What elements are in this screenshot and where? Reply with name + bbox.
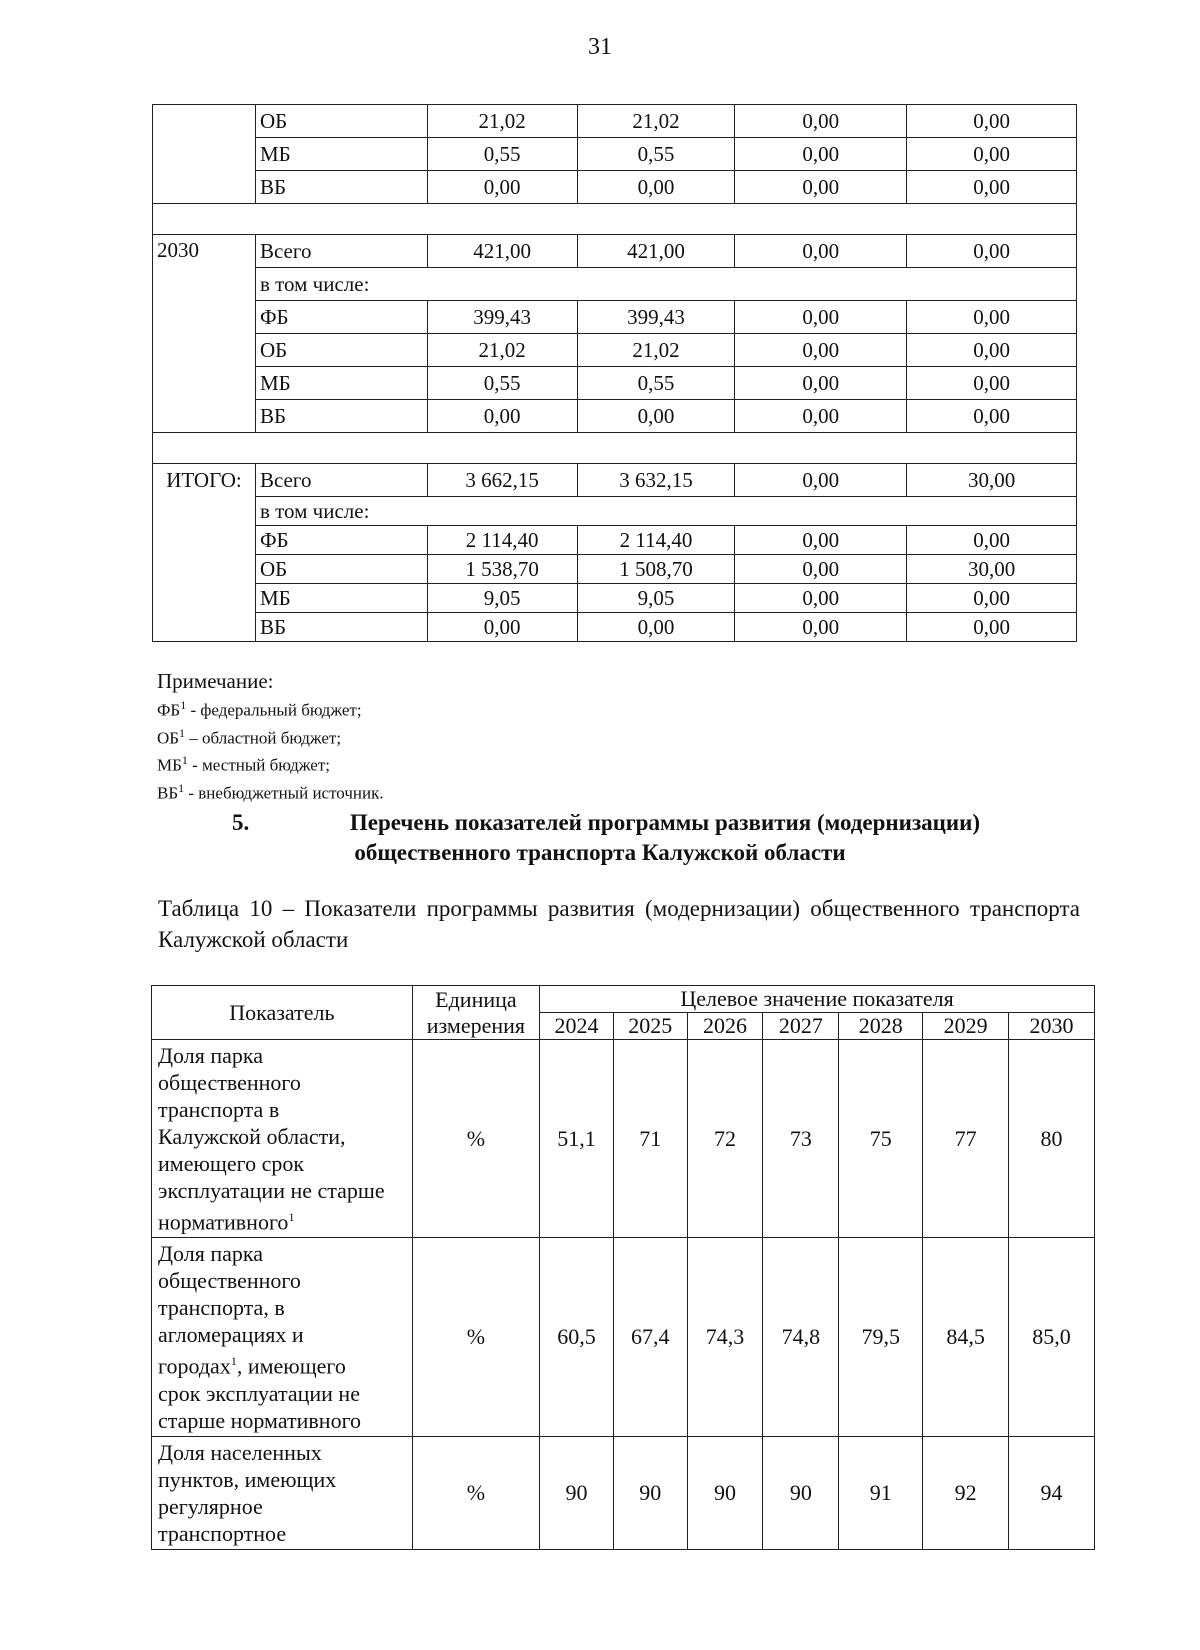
note-item: $ФБ^1$ - федеральный бюджет; bbox=[157, 698, 362, 720]
table-row: ОБ 21,02 21,02 0,00 0,00 bbox=[153, 334, 1077, 367]
header-year: 2024 bbox=[540, 1013, 614, 1040]
spacer-row bbox=[153, 204, 1077, 235]
header-row bbox=[152, 986, 1095, 1013]
note-item: $МБ^1$ - местный бюджет; bbox=[157, 753, 330, 775]
table-row: ИТОГО: Всего 3 662,15 3 632,15 0,00 30,00 bbox=[153, 464, 1077, 497]
header-year: 2028 bbox=[839, 1013, 923, 1040]
header-target: Целевое значение показателя bbox=[540, 986, 1095, 1013]
unit-cell: % bbox=[412, 1436, 539, 1549]
table-row: Доля парка общественного транспорта, в агломерациях и городах$^1$, имеющего срок эксплуатации не старше нормативного % 60,5 67,4 74,3 74,8 79,5 84,5 85,0 bbox=[152, 1238, 1095, 1436]
spacer-row bbox=[153, 433, 1077, 464]
indicator-name: Доля парка общественного транспорта, в агломерациях и городах$^1$, имеющего срок эксплуатации не старше нормативного bbox=[152, 1238, 413, 1436]
table-row: ВБ 0,00 0,00 0,00 0,00 bbox=[153, 171, 1077, 204]
table-row: ВБ 0,00 0,00 0,00 0,00 bbox=[153, 613, 1077, 642]
table-row: ВБ 0,00 0,00 0,00 0,00 bbox=[153, 400, 1077, 433]
table-row: ФБ 2 114,40 2 114,40 0,00 0,00 bbox=[153, 526, 1077, 555]
section-number: 5. bbox=[232, 810, 250, 835]
table-row: ФБ 399,43 399,43 0,00 0,00 bbox=[153, 301, 1077, 334]
header-unit: Единица измерения bbox=[412, 986, 539, 1040]
section-title-line1: Перечень показателей программы развития (модернизации) bbox=[349, 810, 981, 835]
table-row: МБ 0,55 0,55 0,00 0,00 bbox=[153, 367, 1077, 400]
section-heading bbox=[0, 808, 1200, 868]
unit-cell: % bbox=[412, 1040, 539, 1238]
table-row: в том числе: bbox=[153, 268, 1077, 301]
note-item: $ОБ^1$ – областной бюджет; bbox=[157, 725, 342, 748]
grand-total-label: ИТОГО: bbox=[153, 464, 256, 642]
indicator-name: Доля населенных пунктов, имеющих регулярное транспортное bbox=[152, 1436, 413, 1549]
note-item: $ВБ^1$ - внебюджетный источник. bbox=[157, 780, 384, 803]
table-row: МБ 9,05 9,05 0,00 0,00 bbox=[153, 584, 1077, 613]
header-year: 2030 bbox=[1009, 1013, 1095, 1040]
indicators-table bbox=[151, 985, 1095, 1550]
header-year: 2026 bbox=[687, 1013, 763, 1040]
year-cell: 2030 bbox=[153, 235, 256, 433]
unit-cell: % bbox=[412, 1238, 539, 1436]
header-year: 2027 bbox=[763, 1013, 839, 1040]
table-row: в том числе: bbox=[153, 497, 1077, 526]
table-row: ОБ 21,02 21,02 0,00 0,00 bbox=[153, 105, 1077, 138]
table-caption: Таблица 10 – Показатели программы развития (модернизации) общественного транспорта Калужской области bbox=[158, 896, 1080, 952]
table-row: Доля парка общественного транспорта в Калужской области, имеющего срок эксплуатации не старше нормативного$^1$ % 51,1 71 72 73 75 77 80 bbox=[152, 1040, 1095, 1238]
header-year: 2029 bbox=[923, 1013, 1009, 1040]
notes-heading: Примечание: bbox=[157, 669, 274, 693]
financing-table bbox=[152, 104, 1077, 642]
table-row: Доля населенных пунктов, имеющих регулярное транспортное % 90 90 90 90 91 92 94 bbox=[152, 1436, 1095, 1549]
header-indicator: Показатель bbox=[152, 986, 413, 1040]
section-title-line2: общественного транспорта Калужской области bbox=[354, 840, 846, 865]
table-row: 2030 Всего 421,00 421,00 0,00 0,00 bbox=[153, 235, 1077, 268]
notes bbox=[157, 668, 384, 805]
page-number: 31 bbox=[588, 34, 612, 60]
table-row: ОБ 1 538,70 1 508,70 0,00 30,00 bbox=[153, 555, 1077, 584]
header-year: 2025 bbox=[613, 1013, 687, 1040]
table-row: МБ 0,55 0,55 0,00 0,00 bbox=[153, 138, 1077, 171]
indicator-name: Доля парка общественного транспорта в Калужской области, имеющего срок эксплуатации не старше нормативного$^1$ bbox=[152, 1040, 413, 1238]
